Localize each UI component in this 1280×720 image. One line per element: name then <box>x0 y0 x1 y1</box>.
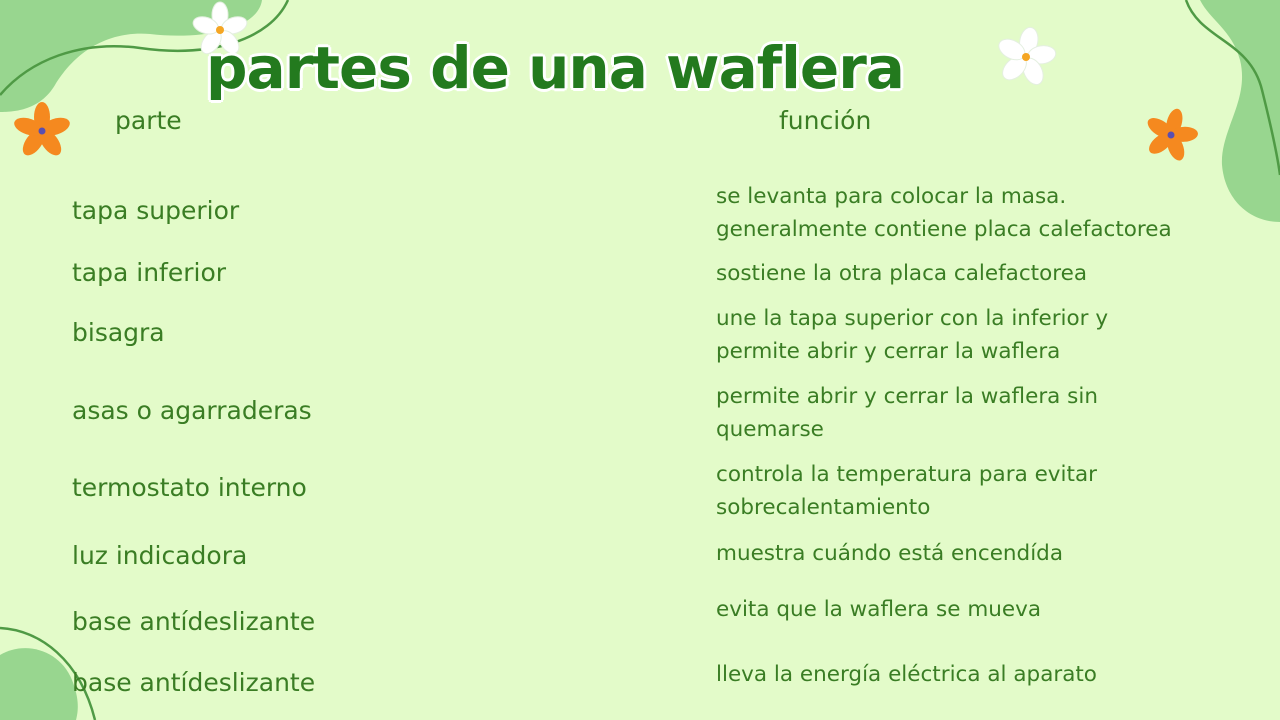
part-label: base antídeslizante <box>72 668 316 697</box>
part-label: tapa inferior <box>72 258 227 287</box>
orange-flower-icon <box>1144 107 1198 163</box>
function-text: evita que la waflera se mueva <box>716 597 1042 622</box>
bottom-left-blob <box>0 648 78 720</box>
part-label: tapa superior <box>72 196 240 225</box>
page-title: partes de una waflera <box>206 34 904 102</box>
function-text: controla la temperatura para evitar sobrecalentamiento <box>716 462 1097 520</box>
part-label: luz indicadora <box>72 541 248 570</box>
part-label: bisagra <box>72 318 165 347</box>
function-text: permite abrir y cerrar la waflera sin quemarse <box>716 384 1098 442</box>
part-label: termostato interno <box>72 473 307 502</box>
column-header-parte: parte <box>115 106 182 135</box>
column-header-funcion: función <box>779 106 872 135</box>
function-text: se levanta para colocar la masa. generalmente contiene placa calefactorea <box>716 184 1172 242</box>
function-text: sostiene la otra placa calefactorea <box>716 261 1088 286</box>
part-label: asas o agarraderas <box>72 396 312 425</box>
function-text: lleva la energía eléctrica al aparato <box>716 662 1097 687</box>
function-text: une la tapa superior con la inferior y permite abrir y cerrar la waflera <box>716 306 1109 364</box>
part-label: base antídeslizante <box>72 607 316 636</box>
function-text: muestra cuándo está encendída <box>716 541 1064 566</box>
orange-flower-icon <box>12 102 72 159</box>
